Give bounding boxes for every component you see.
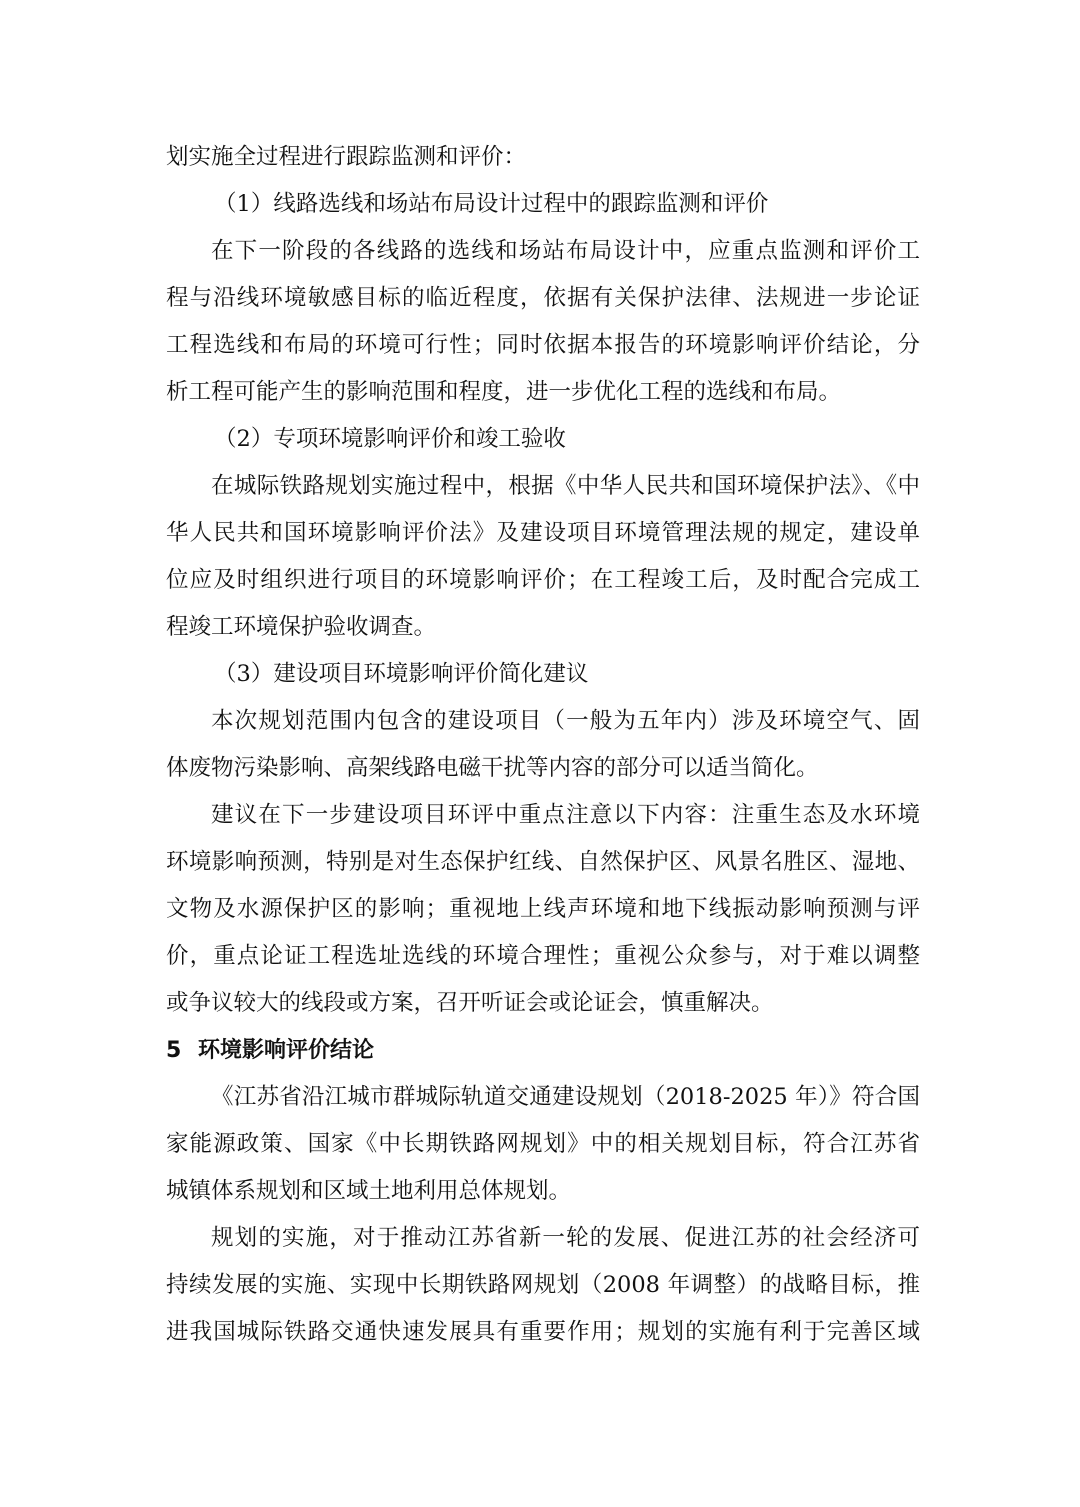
section-heading xyxy=(166,1027,920,1074)
text-line: 城镇体系规划和区域土地利用总体规划。 xyxy=(166,1178,572,1204)
text-line: 价，重点论证工程选址选线的环境合理性；重视公众参与，对于难以调整 xyxy=(166,943,920,969)
text-line: 华人民共和国环境影响评价法》及建设项目环境管理法规的规定，建设单 xyxy=(166,520,920,546)
text-line: 在城际铁路规划实施过程中，根据《中华人民共和国环境保护法》、《中 xyxy=(211,473,920,499)
text-line: 体废物污染影响、高架线路电磁干扰等内容的部分可以适当简化。 xyxy=(166,755,819,781)
text-line: 环境影响预测，特别是对生态保护红线、自然保护区、风景名胜区、湿地、 xyxy=(166,849,920,875)
text-line: 析工程可能产生的影响范围和程度，进一步优化工程的选线和布局。 xyxy=(166,379,842,405)
text-line: 或争议较大的线段或方案，召开听证会或论证会，慎重解决。 xyxy=(166,990,774,1016)
subheading-1: （1）线路选线和场站布局设计过程中的跟踪监测和评价 xyxy=(214,191,769,217)
text-line: 本次规划范围内包含的建设项目（一般为五年内）涉及环境空气、固 xyxy=(211,708,920,734)
text-line: 位应及时组织进行项目的环境影响评价；在工程竣工后，及时配合完成工 xyxy=(166,567,920,593)
text-line: 程与沿线环境敏感目标的临近程度，依据有关保护法律、法规进一步论证 xyxy=(166,285,920,311)
text-line: 家能源政策、国家《中长期铁路网规划》中的相关规划目标，符合江苏省 xyxy=(166,1131,920,1157)
text-line: 在下一阶段的各线路的选线和场站布局设计中，应重点监测和评价工 xyxy=(211,238,920,264)
text-line: 工程选线和布局的环境可行性；同时依据本报告的环境影响评价结论，分 xyxy=(166,332,920,358)
text-line: 持续发展的实施、实现中长期铁路网规划（2008 年调整）的战略目标，推 xyxy=(166,1272,920,1298)
document-body xyxy=(166,134,920,1356)
text-line: 文物及水源保护区的影响；重视地上线声环境和地下线振动影响预测与评 xyxy=(166,896,920,922)
subheading-3: （3）建设项目环境影响评价简化建议 xyxy=(214,661,589,687)
text-line: 《江苏省沿江城市群城际轨道交通建设规划（2018-2025 年）》符合国 xyxy=(211,1084,920,1110)
text-line: 建议在下一步建设项目环评中重点注意以下内容：注重生态及水环境 xyxy=(211,802,920,828)
subheading-2: （2）专项环境影响评价和竣工验收 xyxy=(214,426,566,452)
text-line: 划实施全过程进行跟踪监测和评价： xyxy=(166,144,527,170)
section-title: 环境影响评价结论 xyxy=(198,1038,375,1063)
text-line: 程竣工环境保护验收调查。 xyxy=(166,614,437,640)
text-line: 进我国城际铁路交通快速发展具有重要作用；规划的实施有利于完善区域 xyxy=(166,1319,920,1345)
text-line: 规划的实施，对于推动江苏省新一轮的发展、促进江苏的社会经济可 xyxy=(211,1225,920,1251)
section-number: 5 xyxy=(166,1038,182,1063)
